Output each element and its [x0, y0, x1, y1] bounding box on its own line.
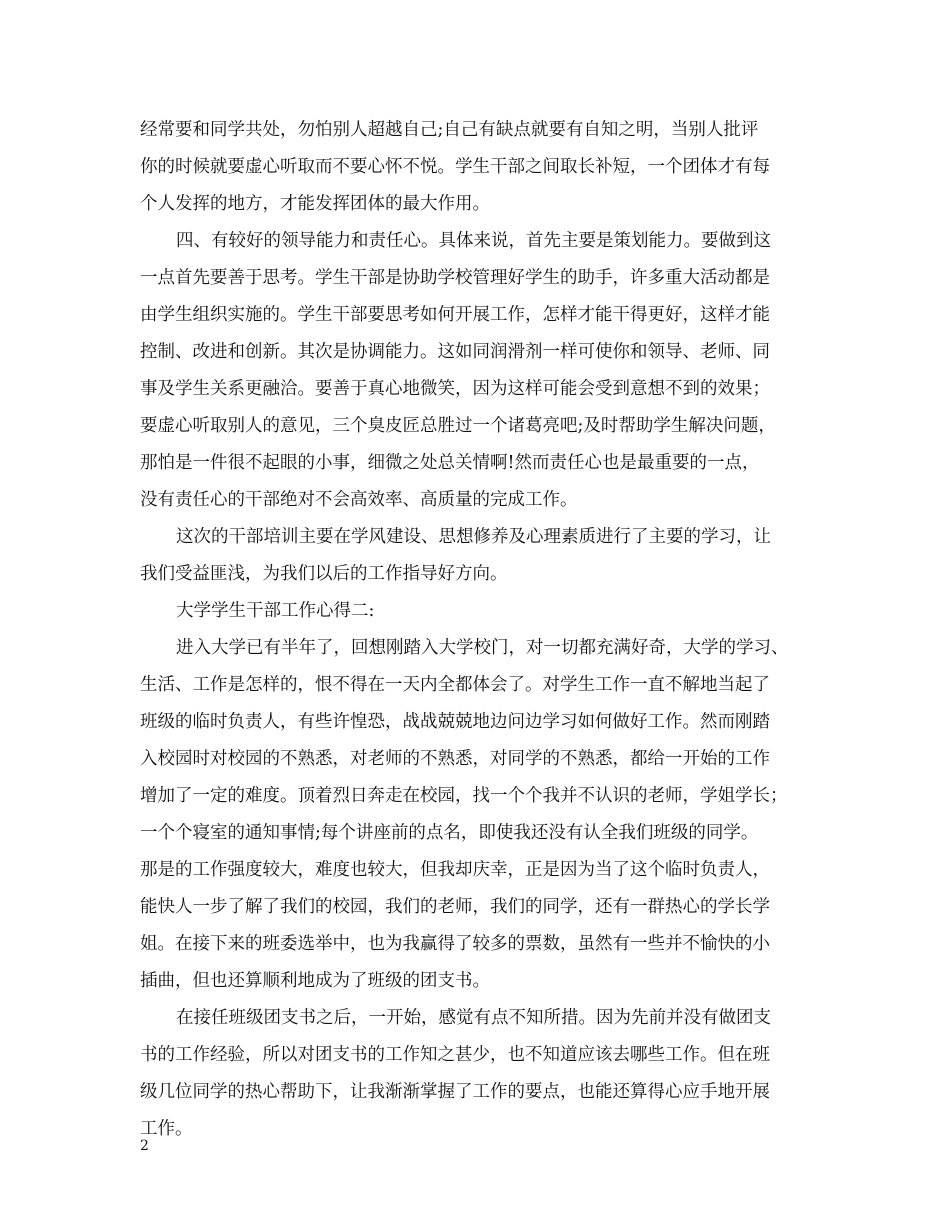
text-line: 那怕是一件很不起眼的小事，细微之处总关情啊!然而责任心也是最重要的一点，	[140, 453, 760, 473]
text-line: 姐。在接下来的班委选举中，也为我赢得了较多的票数，虽然有一些并不愉快的小	[140, 934, 770, 954]
text-line: 增加了一定的难度。顶着烈日奔走在校园，找一个个我并不认识的老师，学姐学长；	[140, 786, 788, 806]
text-line: 那是的工作强度较大，难度也较大，但我却庆幸，正是因为当了这个临时负责人，	[140, 860, 770, 880]
paragraph-start-line: 在接任班级团支书之后，一开始，感觉有点不知所措。因为先前并没有做团支	[176, 1008, 771, 1028]
page-number: 2	[140, 1138, 149, 1154]
text-line: 要虚心听取别人的意见，三个臭皮匠总胜过一个诸葛亮吧;及时帮助学生解决问题，	[140, 416, 776, 436]
text-line: 控制、改进和创新。其次是协调能力。这如同润滑剂一样可使你和领导、老师、同	[140, 342, 770, 362]
text-line: 经常要和同学共处，勿怕别人超越自己;自己有缺点就要有自知之明，当别人批评	[140, 120, 759, 140]
text-line: 一点首先要善于思考。学生干部是协助学校管理好学生的助手，许多重大活动都是	[140, 268, 770, 288]
text-line: 由学生组织实施的。学生干部要思考如何开展工作，怎样才能干得更好，这样才能	[140, 305, 770, 325]
text-line: 级几位同学的热心帮助下，让我渐渐掌握了工作的要点，也能还算得心应手地开展	[140, 1082, 770, 1102]
text-line: 生活、工作是怎样的，恨不得在一天内全都体会了。对学生工作一直不解地当起了	[140, 675, 770, 695]
text-line: 你的时候就要虚心听取而不要心怀不悦。学生干部之间取长补短，一个团体才有每	[140, 157, 770, 177]
text-line: 入校园时对校园的不熟悉，对老师的不熟悉，对同学的不熟悉，都给一开始的工作	[140, 749, 770, 769]
text-line: 没有责任心的干部绝对不会高效率、高质量的完成工作。	[140, 490, 578, 510]
text-line: 事及学生关系更融洽。要善于真心地微笑，因为这样可能会受到意想不到的效果；	[140, 379, 770, 399]
text-line: 工作。	[140, 1119, 193, 1139]
text-line: 个人发挥的地方，才能发挥团体的最大作用。	[140, 194, 490, 214]
paragraph-start-line: 四、有较好的领导能力和责任心。具体来说，首先主要是策划能力。要做到这	[176, 231, 771, 251]
paragraph-start-line: 这次的干部培训主要在学风建设、思想修养及心理素质进行了主要的学习，让	[176, 527, 771, 547]
text-line: 我们受益匪浅，为我们以后的工作指导好方向。	[140, 564, 508, 584]
section-heading: 大学学生干部工作心得二:	[176, 601, 375, 621]
paragraph-start-line: 进入大学已有半年了，回想刚踏入大学校门，对一切都充满好奇，大学的学习、	[176, 638, 789, 658]
text-line: 一个个寝室的通知事情;每个讲座前的点名，即使我还没有认全我们班级的同学。	[140, 823, 759, 843]
text-line: 插曲，但也还算顺利地成为了班级的团支书。	[140, 971, 490, 991]
text-line: 能快人一步了解了我们的校园，我们的老师，我们的同学，还有一群热心的学长学	[140, 897, 770, 917]
text-line: 书的工作经验，所以对团支书的工作知之甚少，也不知道应该去哪些工作。但在班	[140, 1045, 770, 1065]
text-line: 班级的临时负责人，有些许惶恐，战战兢兢地边问边学习如何做好工作。然而刚踏	[140, 712, 770, 732]
